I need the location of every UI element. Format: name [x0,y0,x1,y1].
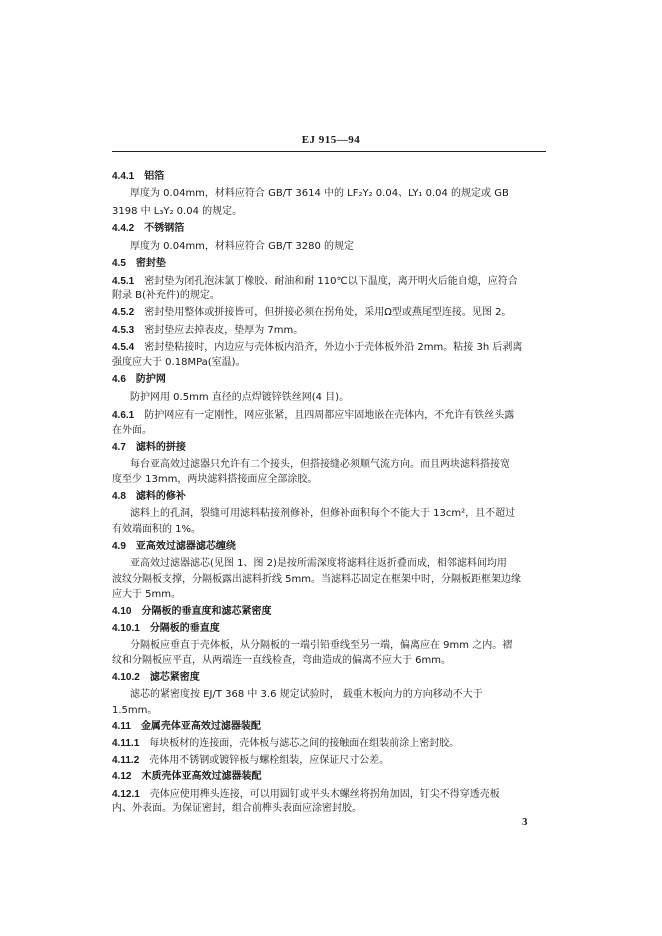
section-line [112,672,548,684]
section-number: 4.4.1 [112,171,135,182]
section-number: 4.8 [112,491,126,502]
section-number: 4.6.1 [112,410,135,421]
section-number: 4.12.1 [112,789,140,800]
section-number: 4.10.2 [112,672,140,683]
section-line [112,721,548,733]
section-line [112,410,548,422]
section-line [112,541,548,553]
section-number: 4.4.2 [112,223,135,234]
page-number: 3 [522,816,528,828]
section-text: 密封垫 [135,258,166,269]
paragraph-text: 在外面。 [112,425,152,436]
section-text: 密封垫应去掉表皮，垫厚为 7mm。 [144,325,304,336]
section-text: 每块板材的连接面，壳体板与滤芯之间的接触面在组装前涂上密封胶。 [149,738,460,749]
section-line [112,623,548,635]
section-text: 密封垫用整体或拼接皆可，但拼接必须在拐角处，采用Ω型或燕尾型连接。见图 2。 [144,307,512,318]
section-text: 防护网应有一定刚性，网应张紧，且四周都应牢固地嵌在壳体内，不允许有铁丝头露 [144,410,515,421]
paragraph-text: 厚度为 0.04mm，材料应符合 GB/T 3280 的规定 [130,241,354,252]
text-line [130,640,548,652]
section-text: 壳体应使用榫头连接，可以用圆钉或平头木螺丝将拐角加固，钉尖不得穿透壳板 [149,789,500,800]
section-line [112,276,548,288]
section-number: 4.11 [112,721,131,732]
text-line [130,558,548,570]
section-text: 金属壳体亚高效过滤器装配 [140,721,261,732]
section-line [112,491,548,503]
paragraph-text: 滤芯的紧密度按 EJ/T 368 中 3.6 规定试验时， 载重木板向力的方向移动不大于 [130,689,483,700]
section-number: 4.11.1 [112,738,140,749]
section-line [112,738,548,750]
section-line [112,223,548,235]
paragraph-text: 滤料上的孔洞，裂缝可用滤料粘接剂修补，但修补面积每个不能大于 13cm²，且不超过 [130,508,516,519]
section-line [112,606,548,618]
section-number: 4.9 [112,541,126,552]
section-text: 分隔板的垂直度 [149,623,220,634]
section-line [112,789,548,801]
paragraph-text: 每台亚高效过滤器只允许有二个接头，但搭接缝必须顺气流方向。而且两块滤料搭接宽 [130,459,510,470]
section-line [112,307,548,319]
section-text: 滤料的拼接 [135,442,186,453]
section-line [112,771,548,783]
section-text: 分隔板的垂直度和滤芯紧密度 [141,606,272,617]
paragraph-text: 1.5mm。 [112,705,158,716]
text-line [112,357,548,369]
text-line [130,459,548,471]
text-line [112,574,548,586]
section-number: 4.10 [112,606,132,617]
section-text: 木质壳体亚高效过滤器装配 [141,771,262,782]
section-text: 铝箔 [144,171,165,182]
paragraph-text: 应大于 5mm。 [112,589,182,600]
section-line [112,442,548,454]
paragraph-text: 附录 B(补充件)的规定。 [112,290,220,301]
header-rule [112,151,546,152]
section-number: 4.10.1 [112,623,140,634]
section-text: 滤芯紧密度 [149,672,200,683]
text-line [112,655,548,667]
text-line [130,241,548,253]
section-number: 4.11.2 [112,755,140,766]
text-line [112,206,548,218]
section-number: 4.12 [112,771,132,782]
section-line [112,258,548,270]
text-line [112,290,548,302]
section-line [112,171,548,183]
section-number: 4.5 [112,258,126,269]
text-line [112,474,548,486]
paragraph-text: 防护网用 0.5mm 直径的点焊镀锌铁丝网(4 目)。 [130,392,350,403]
text-line [130,508,548,520]
paragraph-text: 有效端面积的 1%。 [112,524,202,535]
paragraph-text: 纹和分隔板应平直，从两端连一直线检查，弯曲造成的偏离不应大于 6mm。 [112,655,452,666]
text-line [112,589,548,601]
text-line [112,425,548,437]
section-number: 4.5.2 [112,307,135,318]
paragraph-text: 分隔板应垂直于壳体板，从分隔板的一端引铅垂线至另一端，偏离应在 9mm 之内。褶 [130,640,513,651]
paragraph-text: 内、外表面。为保证密封，组合前榫头表面应涂密封胶。 [112,803,362,814]
section-text: 密封垫为闭孔泡沫氯丁橡胶、耐油和耐 110℃以下温度，离开明火后能自熄，应符合 [144,276,518,287]
section-line [112,374,548,386]
text-line [130,188,548,200]
text-line [112,524,548,536]
paragraph-text: 3198 中 L₃Y₂ 0.04 的规定。 [112,206,243,217]
section-number: 4.5.4 [112,342,135,353]
section-number: 4.5.3 [112,325,135,336]
section-number: 4.5.1 [112,276,135,287]
text-line [112,705,548,717]
paragraph-text: 强度应大于 0.18MPa(室温)。 [112,357,246,368]
page-header: EJ 915—94 [301,134,361,146]
section-text: 亚高效过滤器滤芯缠绕 [135,541,236,552]
paragraph-text: 厚度为 0.04mm，材料应符合 GB/T 3614 中的 LF₂Y₂ 0.04、LY₁ 0.04 的规定或 GB [130,188,509,199]
section-text: 滤料的修补 [135,491,186,502]
paragraph-text: 亚高效过滤器滤芯(见图 1、图 2)是按所需深度将滤料往返折叠而成，相邻滤料间均用 [130,558,507,569]
section-line [112,325,548,337]
section-text: 壳体用不锈钢或镀锌板与螺栓组装，应保证尺寸公差。 [149,755,390,766]
section-text: 防护网 [135,374,166,385]
text-line [112,803,548,815]
text-line [130,392,548,404]
section-text: 不锈钢箔 [144,223,185,234]
paragraph-text: 波纹分隔板支撑，分隔板露出滤料折线 5mm。当滤料芯固定在框架中时，分隔板距框架边缘 [112,574,522,585]
section-number: 4.6 [112,374,126,385]
text-line [130,689,548,701]
section-line [112,342,548,354]
section-line [112,755,548,767]
section-number: 4.7 [112,442,126,453]
paragraph-text: 度至少 13mm，两块滤料搭接面应全部涂胶。 [112,474,318,485]
section-text: 密封垫粘接时，内边应与壳体板内沿齐，外边小于壳体板外沿 2mm。粘接 3h 后剥离 [144,342,523,353]
